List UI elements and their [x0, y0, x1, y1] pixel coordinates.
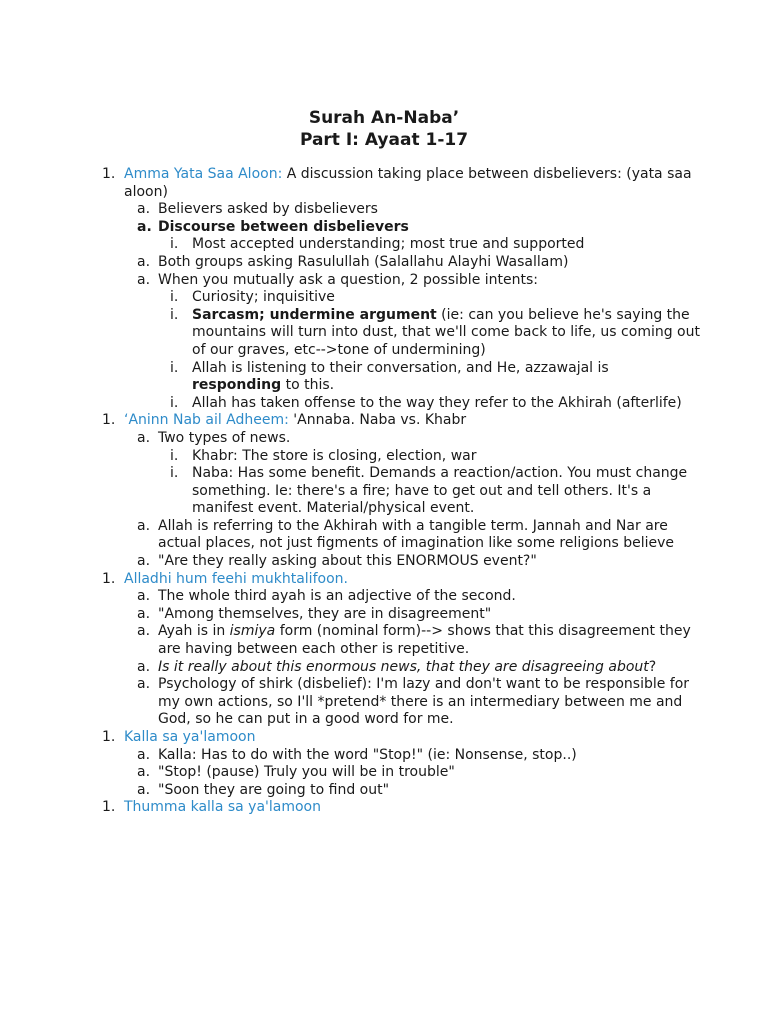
document-subtitle: Part I: Ayaat 1-17 — [299, 130, 469, 150]
list-marker: i. — [170, 465, 179, 482]
list-subitem — [0, 448, 700, 466]
section-heading: Alladhi hum feehi mukhtalifoon. — [124, 570, 348, 587]
item-text: (ie: can you believe he's saying the mountains will turn into dust, that we'll come back to life, us coming out of our graves, etc-->tone of undermining) — [192, 306, 700, 358]
list-marker: i. — [170, 359, 179, 376]
list-subitem — [0, 307, 700, 360]
item-text: Ayah is in — [158, 623, 230, 640]
list-subitem — [0, 395, 700, 413]
list-marker: a. — [137, 676, 151, 693]
section-item — [0, 799, 700, 817]
section-heading: Kalla sa ya'lamoon — [124, 729, 256, 745]
item-text: Allah has taken offense to the way they refer to the Akhirah (afterlife) — [192, 394, 682, 411]
list-subitem — [0, 236, 700, 254]
item-text: Allah is referring to the Akhirah with a tangible term. Jannah and Nar are actual places, not just figments of imagination like some religions believe — [158, 517, 675, 552]
item-text: to this. — [281, 377, 335, 394]
list-marker: a. — [137, 201, 151, 218]
item-italic-text: Is it really about this enormous news, that they are disagreeing about — [158, 658, 649, 675]
list-marker: i. — [170, 289, 179, 306]
item-text: Naba: Has some benefit. Demands a reaction/action. You must change something. Ie: there's a fire; have to get out and tell others. It's a manifest event. Material/physical event. — [192, 465, 688, 517]
list-item — [0, 606, 700, 624]
list-marker: 1. — [102, 412, 116, 429]
list-item — [0, 430, 700, 448]
list-marker: a. — [137, 658, 151, 675]
item-text: The whole third ayah is an adjective of the second. — [158, 588, 516, 605]
list-item — [0, 272, 700, 290]
item-text: Most accepted understanding; most true and supported — [192, 236, 585, 253]
list-item — [0, 219, 700, 237]
item-text: Allah is listening to their conversation, and He, azzawajal is — [192, 359, 609, 376]
item-text: "Soon they are going to find out" — [158, 781, 390, 798]
list-marker: 1. — [102, 729, 116, 745]
list-marker: i. — [170, 447, 179, 464]
section-item — [0, 412, 700, 430]
item-text: Two types of news. — [158, 429, 291, 446]
list-marker: a. — [137, 605, 151, 622]
list-marker: a. — [137, 781, 151, 798]
list-item — [0, 254, 700, 272]
section-item — [0, 729, 700, 747]
outline-list — [0, 166, 700, 817]
list-marker: a. — [137, 553, 151, 570]
list-subitem — [0, 360, 700, 395]
list-marker: a. — [137, 623, 151, 640]
list-marker: a. — [137, 588, 151, 605]
section-heading: Thumma kalla sa ya'lamoon — [124, 799, 321, 816]
item-text: "Among themselves, they are in disagreement" — [158, 605, 492, 622]
item-text: form (nominal form)--> shows that this disagreement they are having between each other is repetitive. — [158, 623, 691, 658]
item-text: Khabr: The store is closing, election, war — [192, 447, 477, 464]
item-text: When you mutually ask a question, 2 possible intents: — [158, 271, 539, 288]
list-item — [0, 553, 700, 571]
document-title: Surah An-Naba’ — [308, 108, 460, 128]
list-item — [0, 747, 700, 765]
list-item — [0, 623, 700, 658]
item-text: Curiosity; inquisitive — [192, 289, 335, 306]
item-text: "Are they really asking about this ENORMOUS event?" — [158, 553, 537, 570]
list-marker: i. — [170, 394, 179, 411]
section-heading-rest: 'Annaba. Naba vs. Khabr — [288, 412, 467, 429]
list-marker: i. — [170, 236, 179, 253]
item-text: Kalla: Has to do with the word "Stop!" (ie: Nonsense, stop..) — [158, 746, 577, 763]
section-heading: ‘Aninn Nab ail Adheem: — [124, 412, 289, 429]
list-item — [0, 659, 700, 677]
item-text: ? — [648, 658, 657, 675]
list-marker: 1. — [102, 799, 116, 816]
list-item — [0, 201, 700, 219]
list-marker: a. — [137, 517, 151, 534]
item-text: Psychology of shirk (disbelief): I'm lazy and don't want to be responsible for my own actions, so I'll *pretend* there is an intermediary between me and God, so he can put in a good word for me. — [158, 676, 690, 728]
item-text: "Stop! (pause) Truly you will be in trouble" — [158, 764, 455, 781]
item-text: Both groups asking Rasulullah (Salallahu Alayhi Wasallam) — [158, 253, 569, 270]
list-marker: a. — [137, 429, 151, 446]
list-item — [0, 518, 700, 553]
list-item — [0, 764, 700, 782]
item-text: Discourse between disbelievers — [158, 218, 409, 235]
list-marker: 1. — [102, 166, 116, 182]
list-marker: a. — [137, 271, 151, 288]
list-marker: a. — [137, 764, 151, 781]
section-heading-rest: A discussion taking place between disbelievers: (yata saa aloon) — [124, 166, 692, 200]
list-marker: a. — [137, 218, 152, 235]
list-item — [0, 676, 700, 729]
item-bold-text: Sarcasm; undermine argument — [192, 306, 437, 323]
list-subitem — [0, 289, 700, 307]
item-text: Believers asked by disbelievers — [158, 201, 378, 218]
section-heading: Amma Yata Saa Aloon: — [124, 166, 283, 182]
list-item — [0, 782, 700, 800]
item-bold-text: responding — [192, 377, 282, 394]
list-marker: a. — [137, 746, 151, 763]
section-item — [0, 166, 700, 201]
list-marker: i. — [170, 306, 179, 323]
item-italic-text: ismiya — [229, 623, 276, 640]
list-marker: a. — [137, 253, 151, 270]
section-item — [0, 571, 700, 589]
list-item — [0, 588, 700, 606]
list-subitem — [0, 465, 700, 518]
list-marker: 1. — [102, 570, 116, 587]
